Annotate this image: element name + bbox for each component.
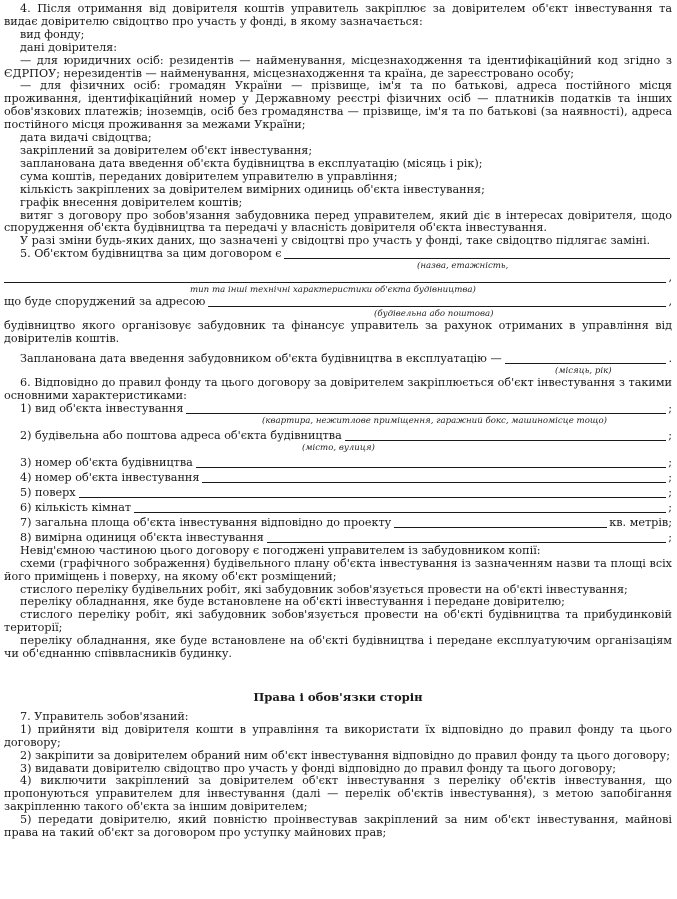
s7-item: 1) прийняти від довірителя кошти в управління та використати їх відповідно до правил фонду та цього договору; bbox=[4, 722, 672, 749]
s6-annex-item: стислого переліку будівельних робіт, які забудовник зобов'язується провести на об'єкті інвестування; bbox=[20, 582, 628, 596]
s6-field-1-row bbox=[4, 403, 672, 416]
s4-note: У разі зміни будь-яких даних, що зазначені у свідоцтві про участь у фонді, таке свідоцтво підлягає заміні. bbox=[20, 234, 651, 248]
s5-caption-name: (назва, етажність, bbox=[417, 261, 509, 272]
s6-intro: 6. Відповідно до правил фонду та цього договору за довірителем закріплюється об'єкт інвестування з такими основними характеристиками: bbox=[4, 376, 672, 402]
s4-item-legal-entities: — для юридичних осіб: резидентів — найменування, місцезнаходження та ідентифікаційний код згідно з ЄДРПОУ; нерезидентів — найменування, місцезнаходження та країна, де зареєстровано особу; bbox=[4, 53, 672, 80]
s6-field-6-end: ; bbox=[668, 500, 672, 514]
s4-item-fund-type: вид фонду; bbox=[20, 27, 85, 41]
s6-field-8-input[interactable] bbox=[267, 532, 666, 543]
s6-field-1-label: 1) вид об'єкта інвестування bbox=[20, 401, 184, 415]
s6-field-1-end: ; bbox=[668, 401, 672, 415]
s5-comma-2: , bbox=[668, 295, 672, 309]
s6-field-4-row bbox=[4, 472, 672, 485]
s5-period: . bbox=[668, 352, 672, 366]
s7-item: 3) видавати довірителю свідоцтво про участь у фонді відповідно до правил фонду та цього договору; bbox=[20, 761, 617, 775]
s6-field-5-row bbox=[4, 487, 672, 500]
s4-item-amount: сума коштів, переданих довірителем управителю в управління; bbox=[20, 169, 398, 183]
s5-type-field[interactable] bbox=[4, 272, 666, 283]
s5-type-row bbox=[4, 272, 672, 285]
s6-field-2-row bbox=[4, 430, 672, 443]
s6-field-3-input[interactable] bbox=[196, 457, 666, 468]
section-heading: Права і обов'язки сторін bbox=[253, 690, 423, 704]
s5-object-row bbox=[4, 248, 672, 261]
s6-field-6-input[interactable] bbox=[134, 502, 666, 513]
s6-caption-1: (квартира, нежитлове приміщення, гаражний бокс, машиномісце тощо) bbox=[262, 415, 608, 426]
s6-field-5-end: ; bbox=[668, 485, 672, 499]
s7-item: 2) закріпити за довірителем обраний ним об'єкт інвестування відповідно до правил фонду та цього договору; bbox=[20, 748, 671, 762]
section-4-intro: 4. Після отримання від довірителя коштів управитель закріплює за довірителем об'єкт інвестування та видає довірителю свідоцтво про участь у фонді, в якому зазначається: bbox=[4, 2, 672, 28]
s5-object-label: 5. Об'єктом будівництва за цим договором є bbox=[20, 247, 282, 261]
s4-item-investment-object: закріплений за довірителем об'єкт інвестування; bbox=[20, 143, 313, 157]
s5-date-field[interactable] bbox=[505, 353, 667, 364]
s6-field-1-input[interactable] bbox=[186, 403, 666, 414]
s6-field-7-input[interactable] bbox=[394, 517, 607, 528]
document-page bbox=[4, 3, 672, 840]
s4-item-contract-extract: витяг з договору про зобов'язання забудовника перед управителем, який діє в інтересах довірителя, щодо спорудження об'єкта будівництва та передачі у власність довірителя об'єкта інвестування. bbox=[4, 208, 672, 235]
s6-field-2-end: ; bbox=[668, 428, 672, 442]
s6-annex-item: переліку обладнання, яке буде встановлене на об'єкті інвестування і передане довірителю; bbox=[20, 595, 565, 609]
s6-field-4-input[interactable] bbox=[202, 472, 666, 483]
s4-item-issue-date: дата видачі свідоцтва; bbox=[20, 131, 152, 145]
s5-address-row bbox=[4, 296, 672, 309]
s6-annex-item: переліку обладнання, яке буде встановлене на об'єкті будівництва і передане експлуатуючим організаціям чи об'єднанню співвласників будинку. bbox=[4, 634, 672, 661]
s6-field-7-label: 7) загальна площа об'єкта інвестування відповідно до проекту bbox=[20, 515, 392, 529]
s5-address-label: що буде споруджений за адресою bbox=[4, 295, 206, 309]
s4-item-payment-schedule: графік внесення довірителем коштів; bbox=[20, 195, 243, 209]
s6-field-3-label: 3) номер об'єкта будівництва bbox=[20, 455, 193, 469]
s6-field-7-row bbox=[4, 517, 672, 530]
s6-field-6-row bbox=[4, 502, 672, 515]
s6-field-5-input[interactable] bbox=[79, 487, 667, 498]
s6-field-7-unit: кв. метрів; bbox=[609, 515, 672, 529]
s6-field-4-end: ; bbox=[668, 470, 672, 484]
s6-field-2-input[interactable] bbox=[345, 430, 666, 441]
s6-field-2-label: 2) будівельна або поштова адреса об'єкта будівництва bbox=[20, 428, 342, 442]
s6-field-5-label: 5) поверх bbox=[20, 485, 76, 499]
s6-field-8-label: 8) вимірна одиниця об'єкта інвестування bbox=[20, 530, 264, 544]
s5-caption-address: (будівельна або поштова) bbox=[374, 309, 494, 320]
s7-intro: 7. Управитель зобов'язаний: bbox=[20, 709, 189, 723]
s6-field-6-label: 6) кількість кімнат bbox=[20, 500, 132, 514]
s6-field-8-end: ; bbox=[668, 530, 672, 544]
s5-address-field[interactable] bbox=[208, 296, 666, 307]
s7-item: 4) виключити закріплений за довірителем об'єкт інвестування з переліку об'єктів інвестування, що пропонуються управителем для інвестування (далі — перелік об'єктів інвестування), з метою запобігання закріпленню такого об'єкта за іншим довірителем; bbox=[4, 774, 672, 814]
s6-field-3-end: ; bbox=[668, 455, 672, 469]
s6-annex-item: стислого переліку робіт, які забудовник зобов'язується провести на об'єкті будівництва та прибудинковій території; bbox=[4, 608, 672, 635]
s5-caption-date: (місяць, рік) bbox=[555, 366, 612, 377]
s4-item-planned-date: запланована дата введення об'єкта будівництва в експлуатацію (місяць і рік); bbox=[20, 156, 483, 170]
s6-annex-item: схеми (графічного зображення) будівельного плану об'єкта інвестування із зазначенням назви та площі всіх його приміщень і поверху, на якому об'єкт розміщений; bbox=[4, 556, 672, 583]
s7-item: 5) передати довірителю, який повністю проінвестував закріплений за ним об'єкт інвестування, майнові права на такий об'єкт за договором про уступку майнових прав; bbox=[4, 813, 672, 840]
s5-date-label: Запланована дата введення забудовником об'єкта будівництва в експлуатацію — bbox=[20, 352, 502, 366]
s4-item-trustor-data: дані довірителя: bbox=[20, 40, 118, 54]
s6-field-3-row bbox=[4, 457, 672, 470]
s6-field-8-row bbox=[4, 532, 672, 545]
s5-financing: будівництво якого організовує забудовник та фінансує управитель за рахунок отриманих в управління від довірителів коштів. bbox=[4, 319, 672, 346]
s6-caption-2: (місто, вулиця) bbox=[302, 442, 375, 453]
s5-date-row bbox=[4, 353, 672, 366]
s5-comma-1: , bbox=[668, 271, 672, 285]
s4-item-individuals: — для фізичних осіб: громадян України — прізвище, ім'я та по батькові, адреса постійного місця проживання, ідентифікаційний номер у Державному реєстрі фізичних осіб — платників податків та інших обов'язкових платежів; іноземців, осіб без громадянства — прізвище, ім'я та по батькові (за наявності), адреса постійного місця проживання за межами України; bbox=[4, 79, 672, 132]
s4-item-units: кількість закріплених за довірителем вимірних одиниць об'єкта інвестування; bbox=[20, 182, 485, 196]
s5-caption-type: тип та інші технічні характеристики об'єкта будівництва) bbox=[190, 285, 476, 296]
s6-annex-intro: Невід'ємною частиною цього договору є погоджені управителем із забудовником копії: bbox=[20, 543, 541, 557]
s6-field-4-label: 4) номер об'єкта інвестування bbox=[20, 470, 200, 484]
s5-object-field[interactable] bbox=[284, 248, 670, 259]
